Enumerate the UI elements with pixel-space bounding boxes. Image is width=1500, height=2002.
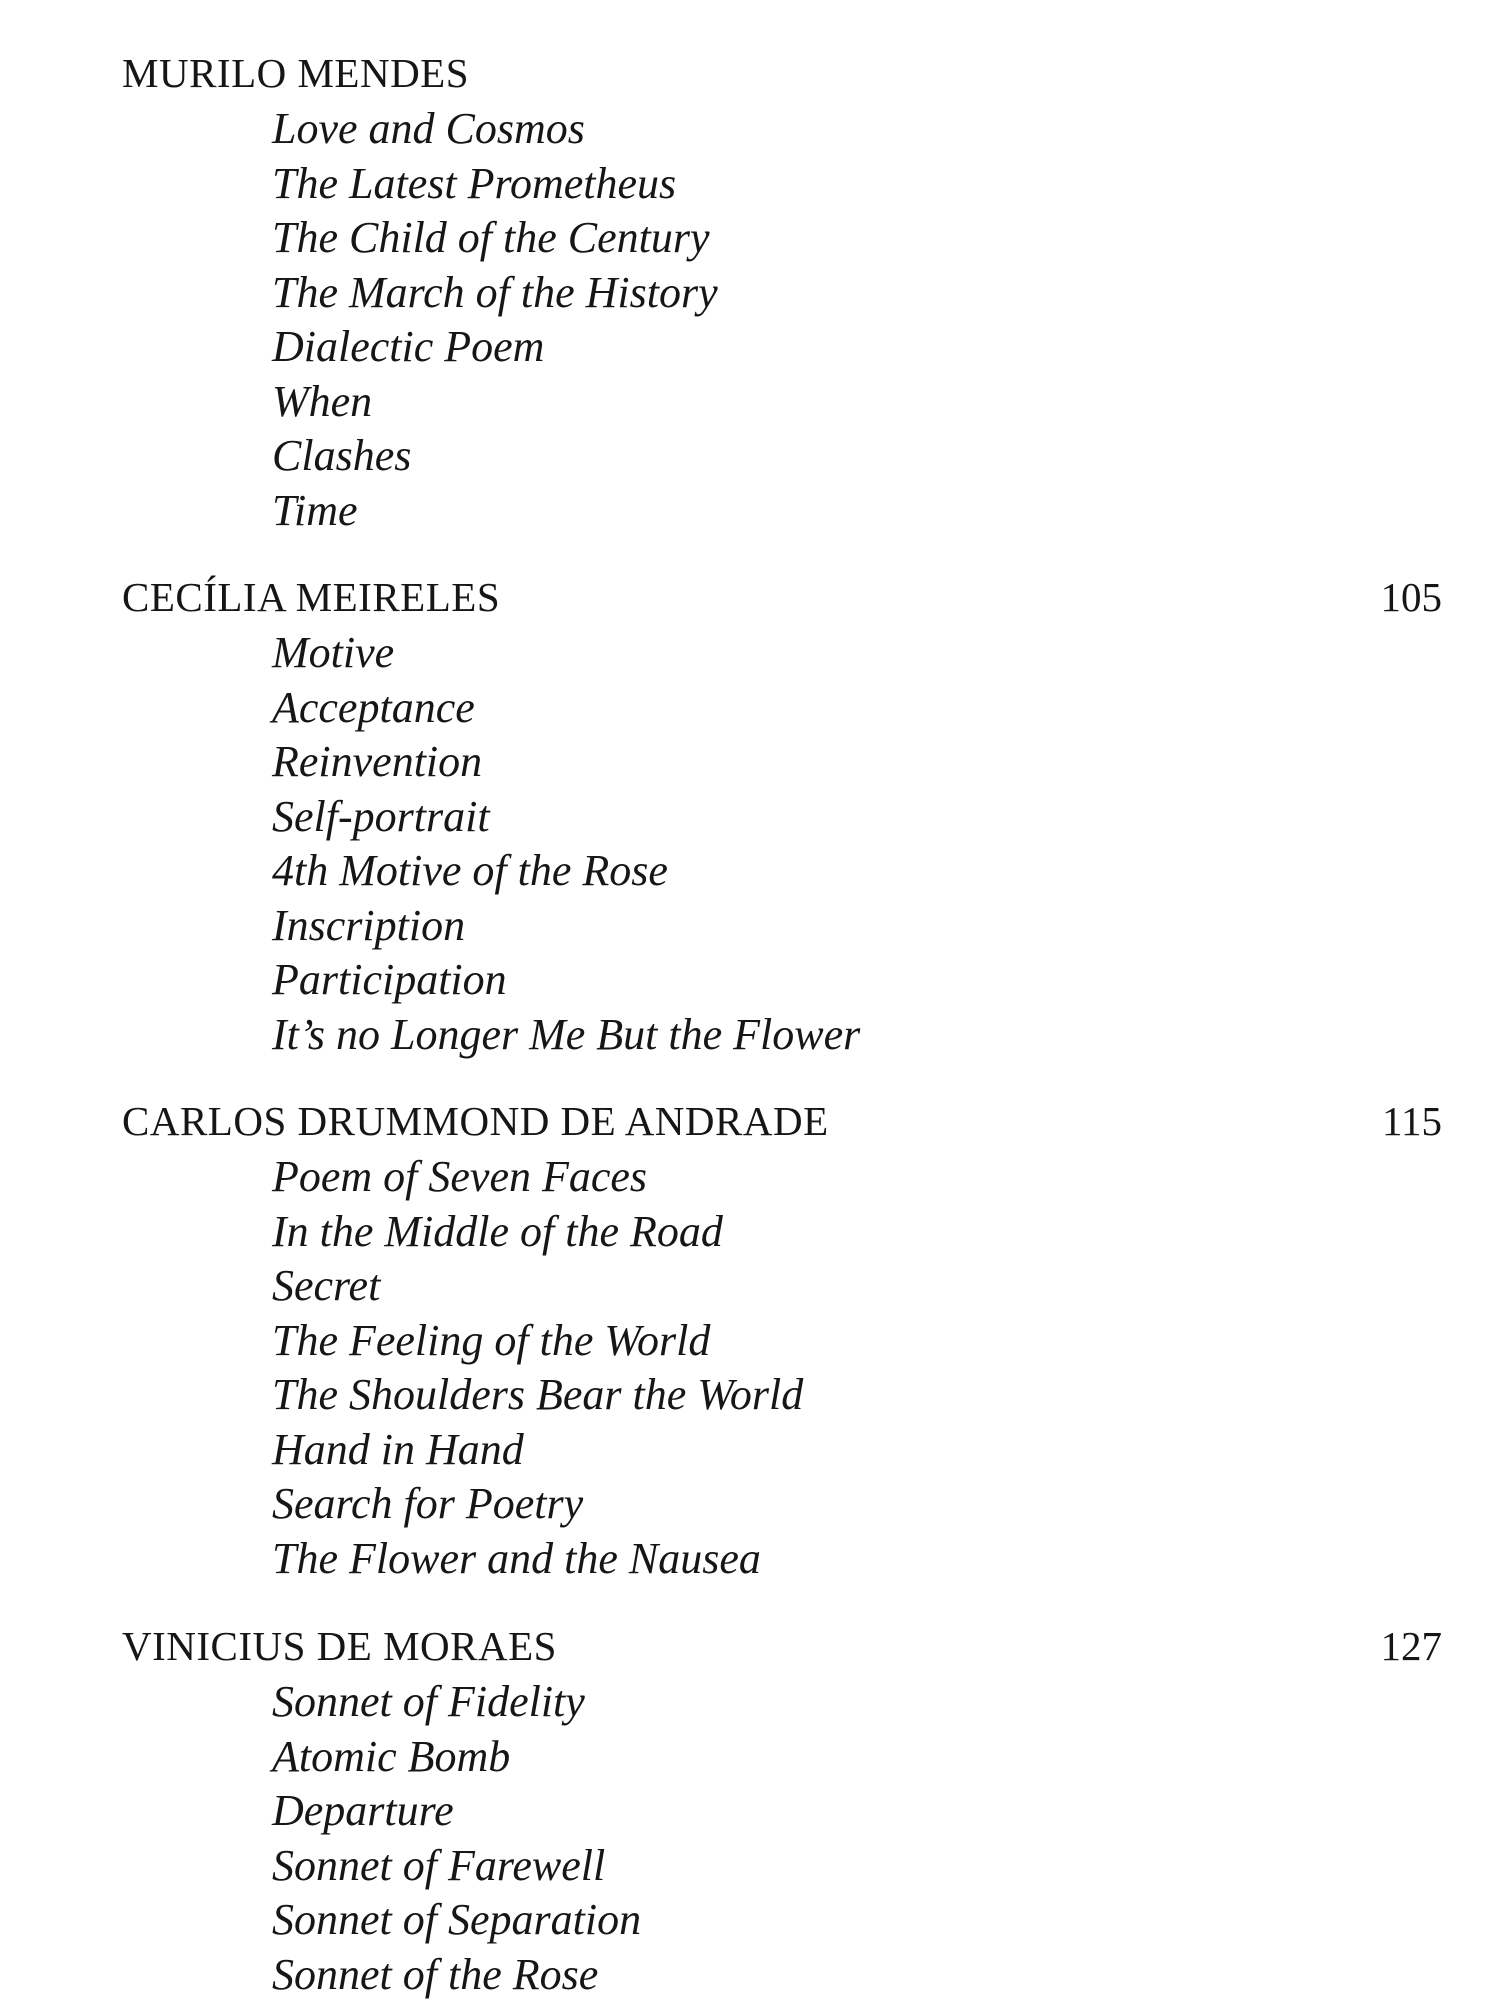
page-number: 127 (1381, 1617, 1443, 1675)
poem-title: Motive (272, 626, 1442, 681)
toc-section-vinicius-de-moraes (122, 1617, 1442, 2002)
poem-title: Clashes (272, 429, 1442, 484)
author-row (122, 1092, 1442, 1150)
poem-list (122, 1150, 1442, 1586)
poem-list (122, 626, 1442, 1062)
poem-list (122, 1675, 1442, 2002)
poem-title: Time (272, 484, 1442, 539)
author-name: MURILO MENDES (122, 44, 469, 102)
poem-title: The Shoulders Bear the World (272, 1368, 1442, 1423)
page-number: 105 (1381, 568, 1443, 626)
poem-title: Dialectic Poem (272, 320, 1442, 375)
page-number: 115 (1382, 1092, 1442, 1150)
poem-title: Love and Cosmos (272, 102, 1442, 157)
poem-title: Sonnet of Fidelity (272, 1675, 1442, 1730)
poem-title: Inscription (272, 899, 1442, 954)
poem-title: Atomic Bomb (272, 1730, 1442, 1785)
poem-title: Secret (272, 1259, 1442, 1314)
poem-title: The Feeling of the World (272, 1314, 1442, 1369)
toc-section-cecilia-meireles (122, 568, 1442, 1062)
poem-title: The Child of the Century (272, 211, 1442, 266)
author-row (122, 1617, 1442, 1675)
poem-title: Sonnet of the Rose (272, 1948, 1442, 2002)
toc-section-carlos-drummond-de-andrade (122, 1092, 1442, 1586)
poem-title: Poem of Seven Faces (272, 1150, 1442, 1205)
author-row (122, 568, 1442, 626)
poem-title: Sonnet of Farewell (272, 1839, 1442, 1894)
author-name: CECÍLIA MEIRELES (122, 568, 500, 626)
poem-title: In the Middle of the Road (272, 1205, 1442, 1260)
poem-title: The Latest Prometheus (272, 157, 1442, 212)
author-name: CARLOS DRUMMOND DE ANDRADE (122, 1092, 829, 1150)
poem-title: The Flower and the Nausea (272, 1532, 1442, 1587)
poem-title: Reinvention (272, 735, 1442, 790)
toc-section-murilo-mendes (122, 44, 1442, 538)
author-row (122, 44, 1442, 102)
poem-title: Participation (272, 953, 1442, 1008)
poem-title: Departure (272, 1784, 1442, 1839)
poem-title: When (272, 375, 1442, 430)
poem-title: Self-portrait (272, 790, 1442, 845)
poem-title: Acceptance (272, 681, 1442, 736)
poem-title: Hand in Hand (272, 1423, 1442, 1478)
poem-title: The March of the History (272, 266, 1442, 321)
poem-list (122, 102, 1442, 538)
poem-title: It’s no Longer Me But the Flower (272, 1008, 1442, 1063)
author-name: VINICIUS DE MORAES (122, 1617, 557, 1675)
poem-title: Search for Poetry (272, 1477, 1442, 1532)
poem-title: Sonnet of Separation (272, 1893, 1442, 1948)
poem-title: 4th Motive of the Rose (272, 844, 1442, 899)
